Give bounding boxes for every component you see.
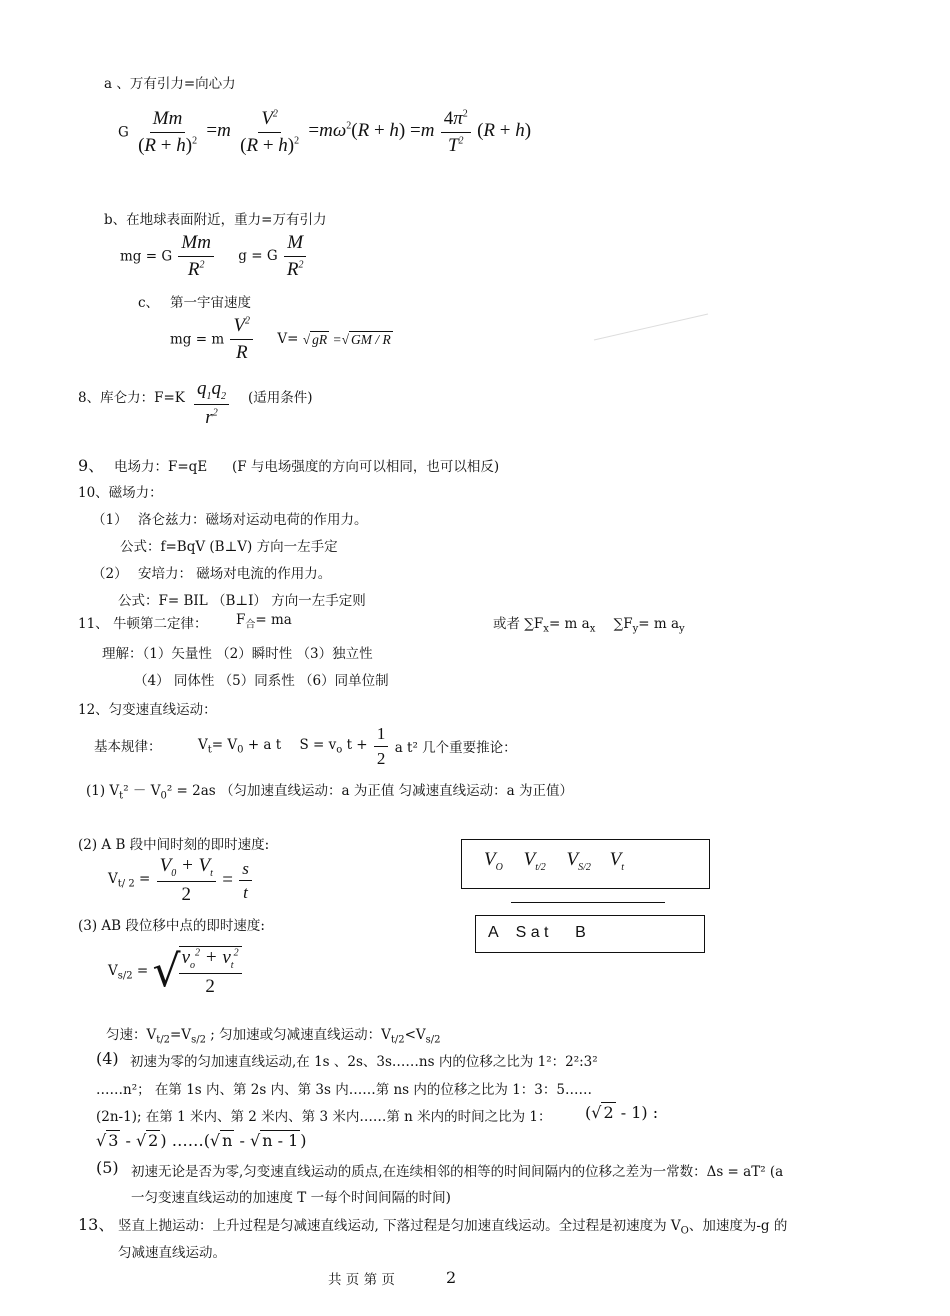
line-12-2: (2) A B 段中间时刻的即时速度: (78, 837, 270, 853)
line-12-uniform: 匀速：$V_{t/2}=V_{s/2}$ ; 匀加速或匀减速直线运动：$V_{t/2}<V_{s/2}$ (106, 1027, 441, 1046)
line-13-num: 13、 (78, 1215, 115, 1234)
line-8-cond: (适用条件) (248, 390, 313, 406)
line-10-2f: 公式：F= BIL （B⊥I） 方向一左手定则 (118, 593, 366, 609)
line-11-formula: $F_合=$ ma (236, 612, 292, 631)
line-c-text: 第一宇宙速度 (170, 295, 251, 311)
line-11-und2: （4） 同体性 （5）同系性 （6）同单位制 (134, 673, 389, 689)
gravitation-formula: G $\frac{Mm}{(R + h)^2}$ =m $\frac{V^2}{(R + h)^2}$ $=m\omega^2(R + h) =m$ $\frac{4\pi^2}{T^2}$ (R + h) (118, 108, 532, 156)
stray-mark (590, 310, 715, 345)
line-13: 竖直上抛运动：上升过程是匀减速直线运动, 下落过程是匀加速直线运动。全过程是初速度为 $V_O$、加速度为-g 的 (118, 1218, 788, 1237)
segment-labels: A S a t B (488, 924, 586, 941)
line-10: 10、磁场力： (78, 485, 163, 501)
mid-position-formula: $V_{s/2}$ = √ $\frac{v_o^2 + v_t^2}{2}$ (108, 946, 244, 998)
gravity-formula: mg = G $\frac{Mm}{R^2}$ g = G $\frac{M}{R^2}$ (120, 232, 309, 281)
line-12-basic-formula: $V_t= V_0 + a$ t $S = v_o$ t + $\frac{1}{2}$ a t² 几个重要推论： (198, 724, 517, 768)
velocity-labels: $V_O$ $V_{t/2}$ $V_{S/2}$ $V_t$ (484, 849, 625, 873)
line-8: 8、库仑力：F=K (78, 390, 185, 406)
line-12-5-num: (5) (96, 1158, 119, 1177)
line-12-4c: (2n-1); 在第 1 米内、第 2 米内、第 3 米内……第 n 米内的时间之比为 1： (96, 1109, 552, 1125)
mid-time-formula: $V_{t/ 2}$ = $\frac{V_0 + V_t}{2}$ = $\frac{s}{t}$ (108, 855, 254, 906)
line-11-und1: 理解：（1）矢量性 （2）瞬时性 （3）独立性 (102, 646, 373, 662)
line-c-label: c、 (138, 295, 160, 311)
ratio-formula-1: (√ 2 - 1) : (585, 1103, 659, 1122)
first-cosmic-formula: mg = m $\frac{V^2}{R}$ V= √ gR =√ GM / R (170, 315, 391, 363)
line-10-1f: 公式：f=BqV (B⊥V) 方向一左手定 (120, 539, 338, 555)
line-13-c: 匀减速直线运动。 (118, 1245, 226, 1261)
line-12-4b: ……n²； 在第 1s 内、第 2s 内、第 3s 内……第 ns 内的位移之比为 1：3：5…… (96, 1082, 592, 1098)
line-9-num: 9、 (78, 456, 105, 475)
line-9-note: (F 与电场强度的方向可以相同，也可以相反) (232, 459, 500, 475)
line-12-5b: 一匀变速直线运动的加速度 T 一每个时间间隔的时间) (131, 1190, 451, 1206)
segment-line (511, 902, 665, 903)
line-12-4-num: (4) (96, 1049, 119, 1068)
velocity-label-box (461, 839, 710, 889)
line-11-or: 或者 $\sum F_x= m$ $a_x$ $\sum F_y= m$ $a_y$ (493, 616, 685, 635)
line-10-1b: 洛仑兹力：磁场对运动电荷的作用力。 (138, 512, 368, 528)
line-12-4: 初速为零的匀加速直线运动,在 1s 、2s、3s……ns 内的位移之比为 1²：2²:3² (130, 1054, 598, 1070)
line-10-2a: （2） (92, 566, 128, 582)
line-b: b、在地球表面附近，重力=万有引力 (104, 212, 327, 228)
line-12-1: (1) $V_t^2 - V_0^2 = 2as$ （匀加速直线运动：a 为正值 匀减速直线运动：a 为正值） (86, 783, 573, 802)
line-11-a: 11、 牛顿第二定律： (78, 616, 208, 632)
page-number: 2 (446, 1268, 457, 1287)
line-10-1a: （1） (92, 512, 128, 528)
line-9: 电场力：F=qE (114, 459, 208, 475)
footer-page-info: 共 页 第 页 (328, 1272, 395, 1288)
line-12-3: (3) AB 段位移中点的即时速度: (78, 918, 265, 934)
line-10-2b: 安培力： 磁场对电流的作用力。 (138, 566, 332, 582)
coulomb-fraction: $\frac{q_1q_2}{r^2}$ (192, 378, 231, 429)
line-12-5: 初速无论是否为零,匀变速直线运动的质点,在连续相邻的相等的时间间隔内的位移之差为一常数：Δs = aT² (a (131, 1164, 784, 1180)
line-12: 12、匀变速直线运动： (78, 702, 217, 718)
ratio-formula-2: √ 3 - √ 2 ) ……(√ n - √ n - 1 ) (96, 1131, 307, 1150)
line-12-basic: 基本规律： (94, 739, 162, 755)
segment-label-box (475, 915, 705, 953)
line-a: a 、万有引力=向心力 (104, 76, 236, 92)
